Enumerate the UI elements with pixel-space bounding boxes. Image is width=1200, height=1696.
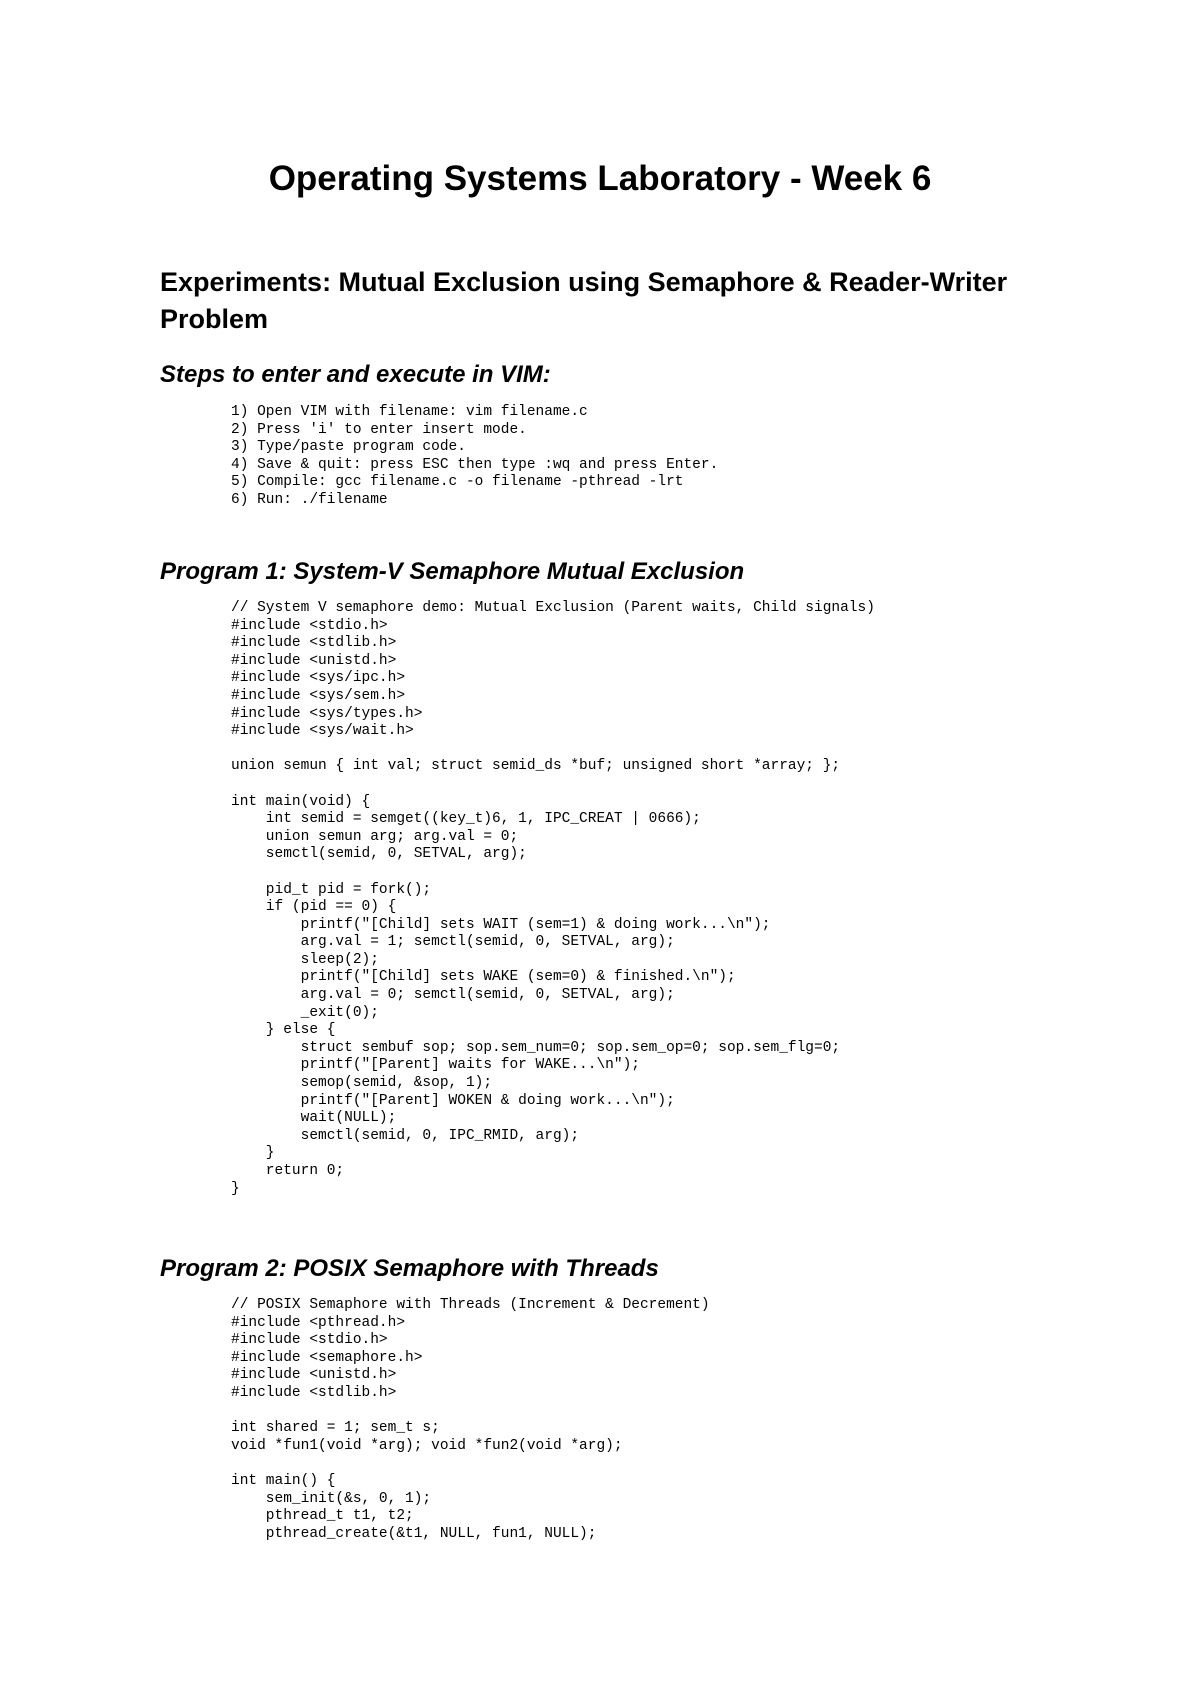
- code-line: [231, 864, 875, 882]
- code-line: } else {: [231, 1022, 336, 1039]
- code-line: _exit(0);: [231, 1004, 379, 1021]
- code-line: printf("[Parent] WOKEN & doing work...\n");: [231, 1092, 675, 1109]
- code-line: sem_init(&s, 0, 1);: [231, 1490, 432, 1507]
- experiments-heading: Experiments: Mutual Exclusion using Semaphore & Reader-Writer Problem: [160, 267, 1008, 334]
- code-line: #include <unistd.h>: [231, 652, 397, 669]
- code-line: [231, 776, 875, 794]
- step-line: 5) Compile: gcc filename.c -o filename -pthread -lrt: [231, 474, 684, 491]
- code-line: int main() {: [231, 1472, 336, 1489]
- program1-code-block: [231, 600, 875, 1198]
- code-line: int semid = semget((key_t)6, 1, IPC_CREAT | 0666);: [231, 811, 701, 828]
- code-line: #include <stdio.h>: [231, 617, 388, 634]
- program1-heading: Program 1: System-V Semaphore Mutual Exclusion: [160, 558, 745, 585]
- code-line: semop(semid, &sop, 1);: [231, 1075, 493, 1092]
- code-line: [231, 1455, 710, 1473]
- code-line: [231, 1403, 710, 1421]
- code-line: }: [231, 1180, 240, 1197]
- code-line: #include <sys/wait.h>: [231, 723, 414, 740]
- code-line: struct sembuf sop; sop.sem_num=0; sop.sem_op=0; sop.sem_flg=0;: [231, 1039, 841, 1056]
- code-line: semctl(semid, 0, IPC_RMID, arg);: [231, 1127, 580, 1144]
- code-line: // System V semaphore demo: Mutual Exclusion (Parent waits, Child signals): [231, 600, 875, 616]
- code-line: printf("[Child] sets WAIT (sem=1) & doing work...\n");: [231, 916, 771, 933]
- document-title: Operating Systems Laboratory - Week 6: [268, 159, 932, 198]
- step-line: 4) Save & quit: press ESC then type :wq and press Enter.: [231, 456, 719, 473]
- step-line: 2) Press 'i' to enter insert mode.: [231, 421, 527, 438]
- code-line: pthread_create(&t1, NULL, fun1, NULL);: [231, 1525, 597, 1542]
- code-line: #include <sys/ipc.h>: [231, 670, 406, 687]
- code-line: if (pid == 0) {: [231, 899, 397, 916]
- steps-heading: Steps to enter and execute in VIM:: [160, 361, 551, 388]
- code-line: #include <sys/types.h>: [231, 705, 423, 722]
- code-line: semctl(semid, 0, SETVAL, arg);: [231, 846, 527, 863]
- code-line: arg.val = 0; semctl(semid, 0, SETVAL, arg);: [231, 987, 675, 1004]
- step-line: 3) Type/paste program code.: [231, 439, 466, 456]
- code-line: printf("[Child] sets WAKE (sem=0) & finished.\n");: [231, 969, 736, 986]
- program2-heading: Program 2: POSIX Semaphore with Threads: [160, 1255, 659, 1282]
- code-line: sleep(2);: [231, 951, 379, 968]
- code-line: pthread_t t1, t2;: [231, 1508, 414, 1525]
- program2-code-block: [231, 1297, 710, 1543]
- steps-list: [231, 404, 718, 510]
- code-line: #include <stdio.h>: [231, 1332, 388, 1349]
- code-line: void *fun1(void *arg); void *fun2(void *arg);: [231, 1437, 623, 1454]
- code-line: pid_t pid = fork();: [231, 881, 432, 898]
- step-line: 6) Run: ./filename: [231, 491, 388, 508]
- code-line: #include <stdlib.h>: [231, 635, 397, 652]
- code-line: return 0;: [231, 1163, 345, 1179]
- step-line: 1) Open VIM with filename: vim filename.c: [231, 404, 588, 420]
- code-line: #include <semaphore.h>: [231, 1349, 423, 1366]
- code-line: int main(void) {: [231, 793, 371, 810]
- code-line: #include <stdlib.h>: [231, 1384, 397, 1401]
- code-line: #include <pthread.h>: [231, 1314, 406, 1331]
- code-line: [231, 741, 875, 759]
- code-line: arg.val = 1; semctl(semid, 0, SETVAL, arg);: [231, 934, 675, 951]
- code-line: printf("[Parent] waits for WAKE...\n");: [231, 1057, 640, 1074]
- code-line: #include <sys/sem.h>: [231, 687, 406, 704]
- code-line: #include <unistd.h>: [231, 1367, 397, 1384]
- code-line: union semun arg; arg.val = 0;: [231, 828, 519, 845]
- code-line: union semun { int val; struct semid_ds *buf; unsigned short *array; };: [231, 758, 841, 775]
- code-line: int shared = 1; sem_t s;: [231, 1420, 440, 1437]
- code-line: wait(NULL);: [231, 1110, 397, 1127]
- code-line: // POSIX Semaphore with Threads (Increment & Decrement): [231, 1297, 710, 1313]
- code-line: }: [231, 1145, 275, 1162]
